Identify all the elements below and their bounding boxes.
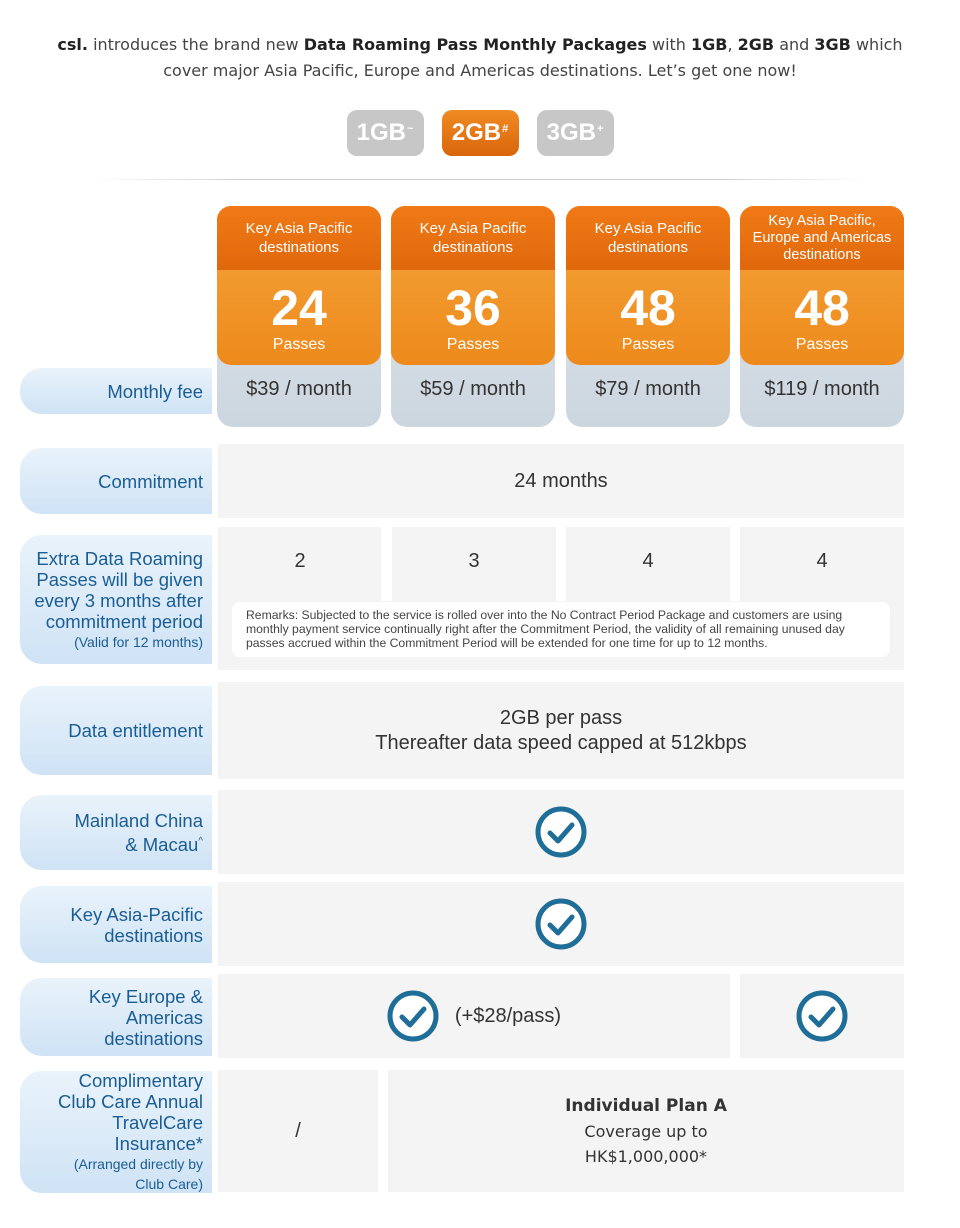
plan-card-36[interactable] (391, 206, 555, 427)
row-label-extra-passes: Extra Data Roaming Passes will be given every 3 months after commitment period (Valid for 12 months) (20, 535, 212, 664)
plan-region: Key Asia Pacific destinations (217, 206, 381, 270)
plan-region: Key Asia Pacific, Europe and Americas destinations (740, 206, 904, 270)
plan-passes: 24 (271, 280, 327, 336)
check-icon (535, 898, 587, 950)
plan-fee: $119 / month (764, 378, 880, 400)
column-gap (730, 527, 740, 601)
divider (90, 179, 870, 180)
extra-passes-value: 2 (218, 527, 382, 601)
plan-region: Key Asia Pacific destinations (566, 206, 730, 270)
intro-line-2: cover major Asia Pacific, Europe and Americas destinations. Let’s get one now! (163, 61, 797, 80)
plan-fee: $59 / month (420, 378, 526, 400)
addon-price: (+$28/pass) (454, 1004, 562, 1027)
mainland-china-value (218, 790, 904, 874)
check-icon (796, 990, 848, 1042)
row-label-mainland-china: Mainland China & Macau^ (20, 795, 212, 870)
extra-passes-value: 4 (566, 527, 730, 601)
plan-passes: 48 (620, 280, 676, 336)
tab-2gb[interactable]: 2GB # (442, 110, 519, 156)
plan-header (566, 206, 730, 365)
plan-unit: Passes (446, 336, 500, 353)
check-icon (387, 990, 439, 1042)
plan-region: Key Asia Pacific destinations (391, 206, 555, 270)
plan-unit: Passes (272, 336, 326, 353)
insurance-plan-value: Individual Plan A Coverage up to HK$1,000,000* (388, 1070, 904, 1192)
extra-passes-value: 3 (392, 527, 556, 601)
plan-card-48[interactable] (566, 206, 730, 427)
plan-header (217, 206, 381, 365)
commitment-value: 24 months (218, 444, 904, 518)
plan-fee: $79 / month (595, 378, 701, 400)
plan-header (391, 206, 555, 365)
data-size-tabs (0, 110, 960, 156)
row-label-asia-pacific: Key Asia-Pacific destinations (20, 886, 212, 963)
row-label-insurance: Complimentary Club Care Annual TravelCare Insurance* (Arranged directly by Club Care) (20, 1071, 212, 1193)
row-label-europe-americas: Key Europe & Americas destinations (20, 978, 212, 1056)
extra-passes-value: 4 (740, 527, 904, 601)
data-entitlement-value: 2GB per pass Thereafter data speed capped at 512kbps (218, 682, 904, 779)
europe-americas-included-value (740, 974, 904, 1058)
column-gap (381, 527, 392, 601)
intro-text (0, 32, 960, 84)
plan-unit: Passes (795, 336, 849, 353)
asia-pacific-value (218, 882, 904, 966)
insurance-none-value: / (218, 1070, 378, 1192)
column-gap (556, 527, 566, 601)
plan-unit: Passes (621, 336, 675, 353)
plan-passes: 36 (445, 280, 501, 336)
row-label-monthly-fee: Monthly fee (20, 368, 212, 414)
remarks-note: Remarks: Subjected to the service is rolled over into the No Contract Period Package and customers are using monthly payment service continually right after the Commitment Period, the validity of all remaining unused day passes accrued within the Commitment Period will be extended for one time for up to 12 months. (232, 602, 890, 657)
plan-card-48-global[interactable] (740, 206, 904, 427)
check-icon (535, 806, 587, 858)
europe-americas-addon-value (218, 974, 730, 1058)
plan-fee: $39 / month (246, 378, 352, 400)
intro-line-1: csl. introduces the brand new Data Roaming Pass Monthly Packages with 1GB, 2GB and 3GB which (57, 35, 903, 54)
tab-3gb[interactable]: 3GB + (537, 110, 614, 156)
tab-1gb[interactable]: 1GB ~ (347, 110, 424, 156)
plan-header (740, 206, 904, 365)
plan-card-24[interactable] (217, 206, 381, 427)
plan-passes: 48 (794, 280, 850, 336)
row-label-data-entitlement: Data entitlement (20, 686, 212, 775)
row-label-commitment: Commitment (20, 448, 212, 514)
